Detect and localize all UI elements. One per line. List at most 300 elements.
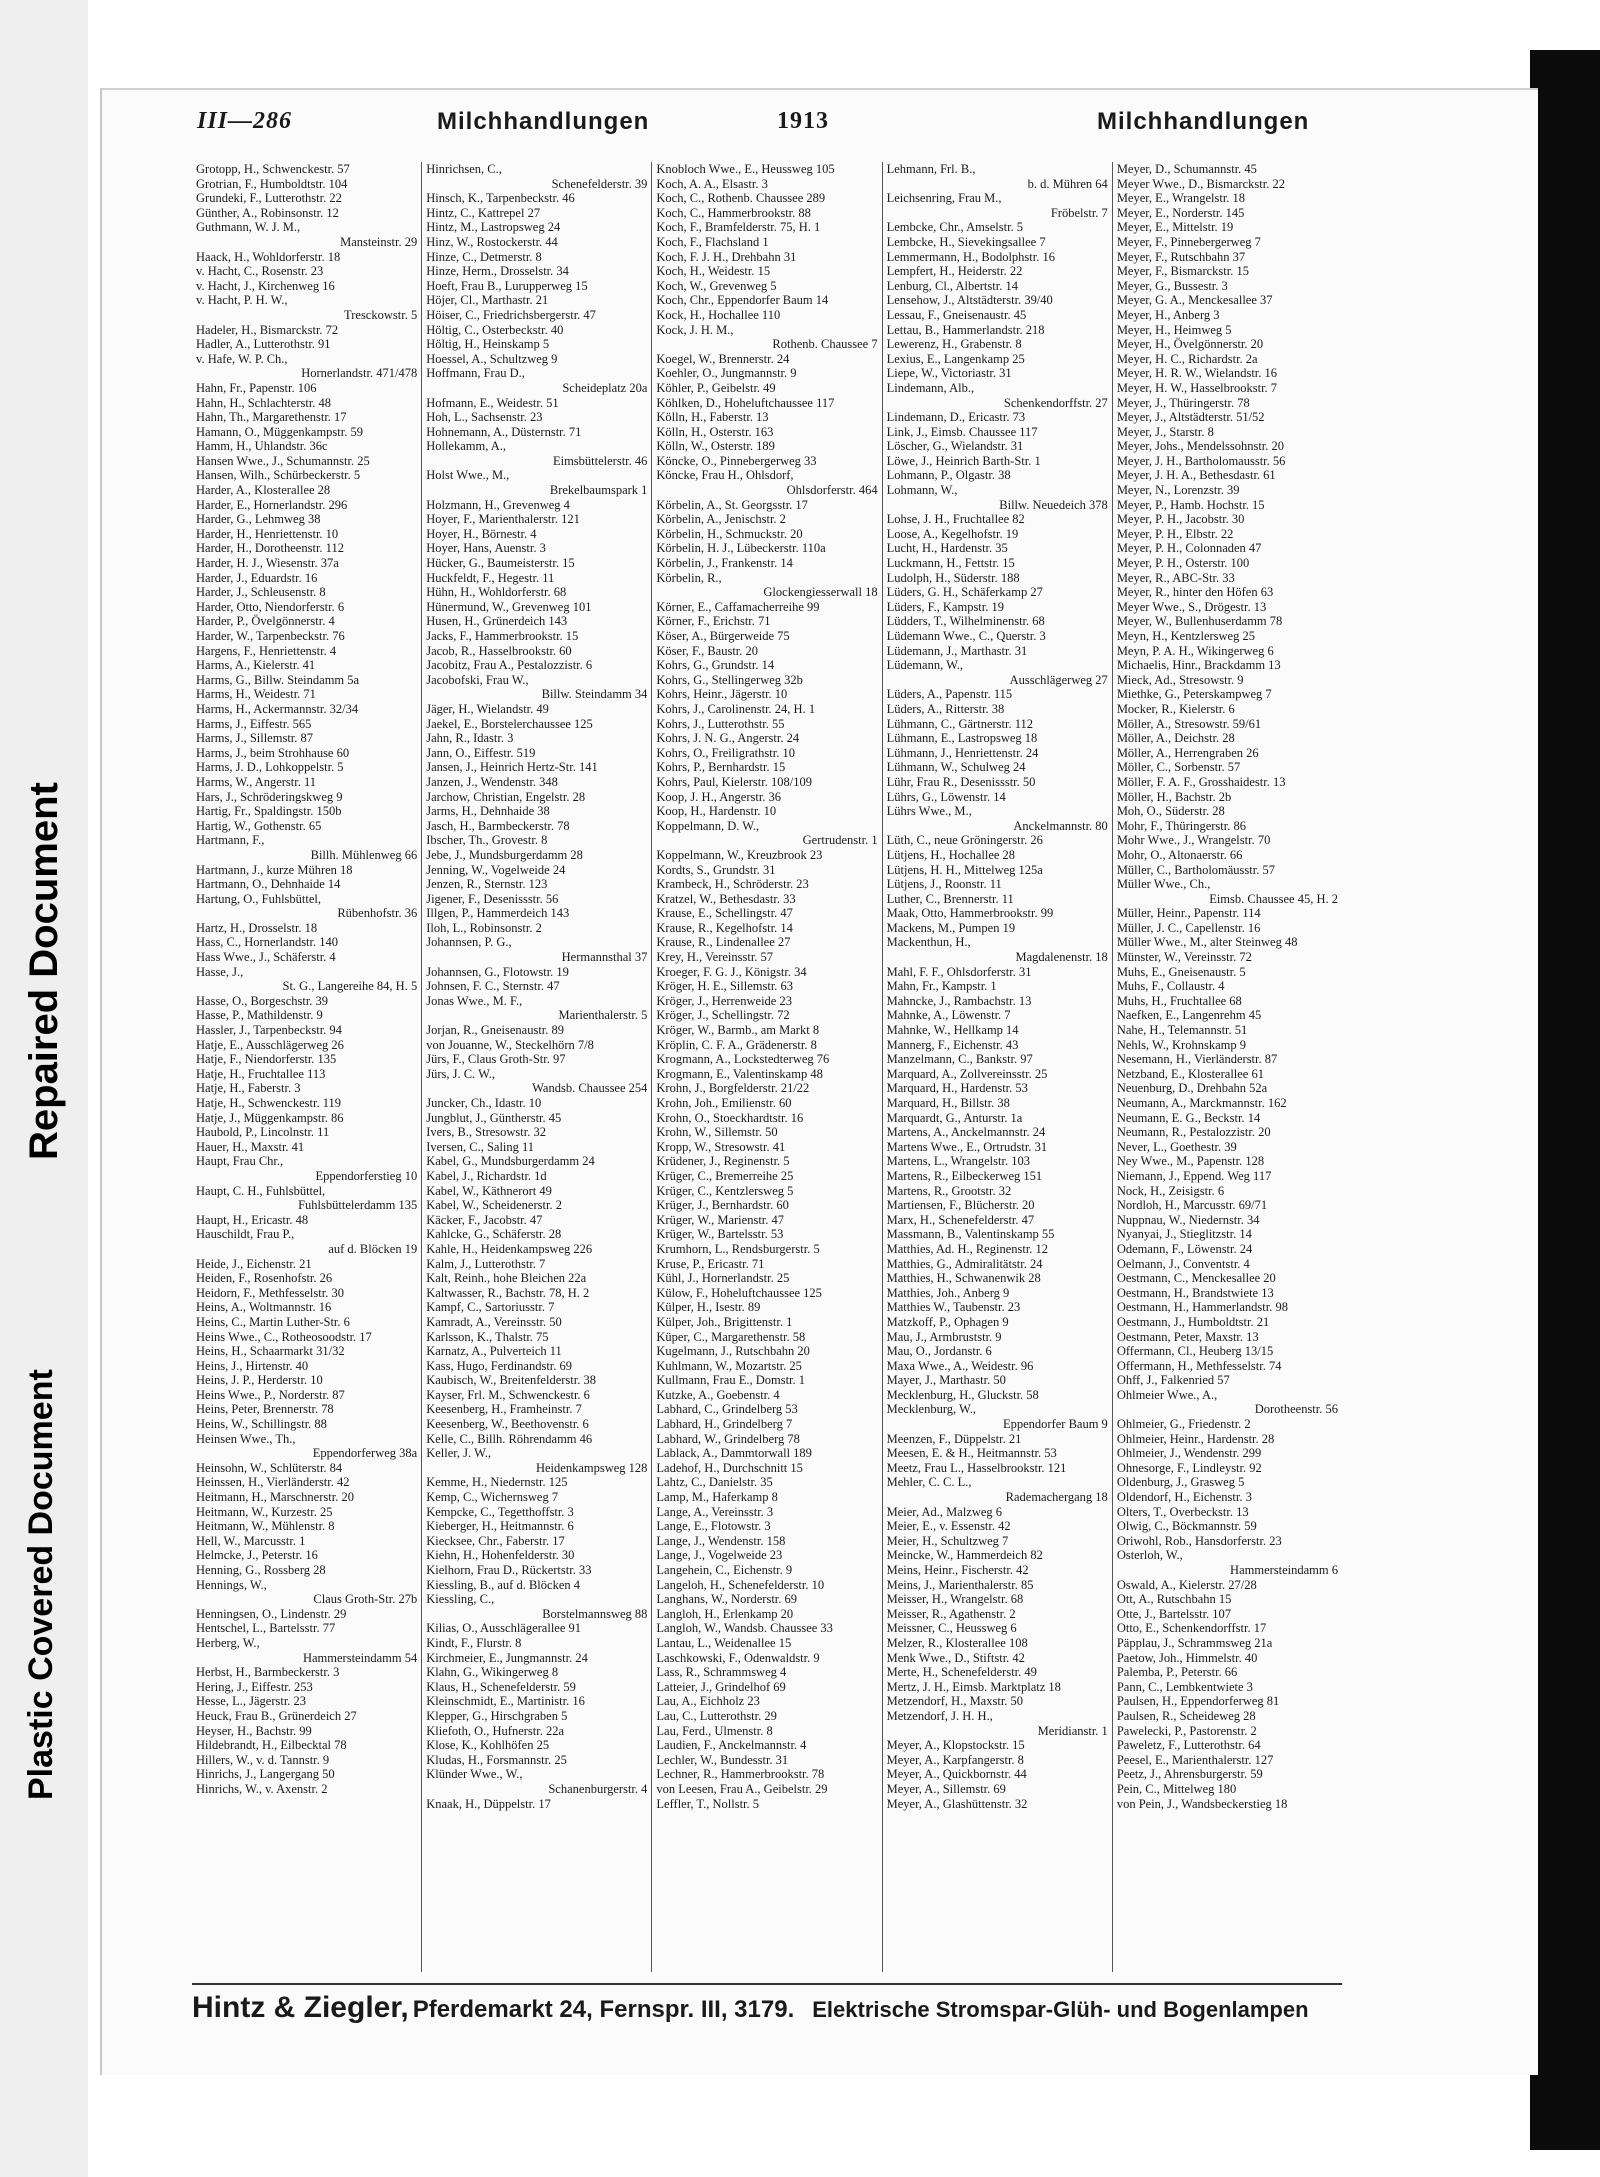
listing-entry: Oriwohl, Rob., Hansdorferstr. 23 — [1116, 1533, 1282, 1548]
listing-entry: Johannsen, P. G., — [426, 935, 512, 950]
listing-entry: Meyer, R., hinter den Höfen 63 — [1116, 585, 1274, 600]
listing-entry: Lange, A., Vereinsstr. 3 — [656, 1504, 774, 1519]
listing-entry: Lexius, E., Langenkamp 25 — [886, 351, 1025, 366]
listing-entry: Hansen Wwe., J., Schumannstr. 25 — [196, 453, 370, 468]
listing-entry: Koppelmann, W., Kreuzbrook 23 — [656, 847, 823, 862]
listing-entry: Nesemann, H., Vierländerstr. 87 — [1116, 1052, 1278, 1067]
listing-entry: Kutzke, A., Goebenstr. 4 — [656, 1387, 780, 1402]
listing-entry: Eimsbüttelerstr. 46 — [552, 453, 648, 468]
listing-entry: Heins, Peter, Brennerstr. 78 — [196, 1402, 334, 1417]
listing-entry: Kröger, J., Schellingstr. 72 — [656, 1008, 790, 1023]
listing-entry: Juncker, Ch., Idastr. 10 — [426, 1096, 542, 1110]
listing-entry: Matthies W., Taubenstr. 23 — [886, 1300, 1021, 1315]
listing-entry: Meetz, Frau L., Hasselbrookstr. 121 — [886, 1460, 1067, 1475]
listing-entry: Ohlmeier, J., Wendenstr. 299 — [1116, 1446, 1262, 1461]
listing-entry: Hadeler, H., Bismarckstr. 72 — [196, 322, 339, 337]
listing-entry: Meyer, F., Bismarckstr. 15 — [1116, 264, 1249, 279]
listing-entry: Kabel, W., Scheidenerstr. 2 — [426, 1198, 562, 1213]
listing-entry: Billh. Mühlenweg 66 — [310, 847, 418, 862]
listing-entry: Meyer, Johs., Mendelssohnstr. 20 — [1116, 439, 1285, 454]
listing-entry: Lühmann, E., Lastropsweg 18 — [886, 731, 1038, 746]
listing-entry: Mohr Wwe., J., Wrangelstr. 70 — [1116, 833, 1271, 848]
listing-entry: Hasse, O., Borgeschstr. 39 — [196, 993, 329, 1008]
listing-entry: Koop, H., Hardenstr. 10 — [656, 804, 777, 819]
listing-entry: Hoh, L., Sachsenstr. 23 — [426, 410, 543, 425]
listing-entry: Palemba, P., Peterstr. 66 — [1116, 1665, 1238, 1680]
listing-entry: Meyer Wwe., D., Bismarckstr. 22 — [1116, 176, 1285, 191]
listing-entry: Knaak, H., Düppelstr. 17 — [426, 1796, 551, 1811]
listing-entry: Jürs, F., Claus Groth-Str. 97 — [426, 1052, 566, 1067]
listing-entry: Meyer, F., Rutschbahn 37 — [1116, 249, 1246, 264]
listing-entry: Lantau, L., Weidenallee 15 — [656, 1635, 792, 1650]
listing-entry: Paulsen, R., Scheideweg 28 — [1116, 1708, 1256, 1723]
listing-entry: Heuck, Frau B., Grünerdeich 27 — [196, 1708, 357, 1723]
listing-entry: Krohn, O., Stoeckhardtstr. 16 — [656, 1110, 804, 1125]
listing-entry: Paweletz, F., Lutterothstr. 64 — [1116, 1738, 1261, 1753]
listing-entry: Kröger, J., Herrenweide 23 — [656, 993, 792, 1008]
listing-entry: Kaltwasser, R., Bachstr. 78, H. 2 — [426, 1285, 590, 1300]
listing-entry: Hoyer, Hans, Auenstr. 3 — [426, 541, 546, 556]
listing-entry: Hoyer, F., Marienthalerstr. 121 — [426, 512, 580, 527]
listing-entry: Schenkendorffstr. 27 — [1003, 395, 1108, 410]
listing-entry: Koegel, W., Brennerstr. 24 — [656, 351, 790, 366]
listing-entry: Köncke, O., Pinnebergerweg 33 — [656, 453, 817, 468]
listing-entry: Hinrichs, W., v. Axenstr. 2 — [196, 1781, 328, 1796]
listing-entry: Hassler, J., Tarpenbeckstr. 94 — [196, 1023, 342, 1038]
listing-entry: Kölln, H., Osterstr. 163 — [656, 424, 774, 439]
listing-entry: Meincke, W., Hammerdeich 82 — [886, 1548, 1043, 1563]
listing-entry: Mackenthun, H., — [886, 935, 971, 950]
listing-entry: Meyer, E., Wrangelstr. 18 — [1116, 191, 1246, 206]
listing-entry: Koch, H., Weidestr. 15 — [656, 264, 771, 279]
listing-entry: Hatje, H., Schwenckestr. 119 — [196, 1096, 341, 1110]
listing-entry: Günther, A., Robinsonstr. 12 — [196, 205, 339, 220]
listing-entry: Harder, H., Henriettenstr. 10 — [196, 526, 339, 541]
listing-entry: Lechler, W., Bundesstr. 31 — [656, 1752, 789, 1767]
column-1 — [192, 162, 421, 1972]
listing-entry: Hartmann, J., kurze Mühren 18 — [196, 862, 353, 877]
listing-entry: Hadler, A., Lutterothstr. 91 — [196, 337, 331, 352]
listing-entry: Jarms, H., Dehnhaide 38 — [426, 804, 550, 819]
listing-entry: Keller, J. W., — [426, 1446, 491, 1461]
listing-entry: Koch, C., Hammerbrookstr. 88 — [656, 205, 811, 220]
listing-entry: Oldendorf, H., Eichenstr. 3 — [1116, 1490, 1252, 1505]
listing-entry: Netzband, E., Klosterallee 61 — [1116, 1066, 1264, 1081]
listing-entry: Kullmann, Frau E., Domstr. 1 — [656, 1373, 806, 1388]
listing-entry: Kielhorn, Frau D., Rückertstr. 33 — [426, 1563, 592, 1577]
listing-entry: Koch, F., Flachsland 1 — [656, 234, 769, 249]
listing-entry: Lüdemann, W., — [886, 658, 963, 673]
listing-entry: Kröger, W., Barmb., am Markt 8 — [656, 1023, 820, 1038]
listing-entry: Lehmann, Frl. B., — [886, 162, 976, 176]
listing-entry: Lange, J., Vogelweide 23 — [656, 1548, 783, 1563]
listing-entry: Krüdener, J., Reginenstr. 5 — [656, 1154, 790, 1169]
listing-entry: Labhard, W., Grindelberg 78 — [656, 1431, 800, 1446]
listing-entry: Ohnesorge, F., Lindleystr. 92 — [1116, 1460, 1262, 1475]
listing-entry: Hillers, W., v. d. Tannstr. 9 — [196, 1752, 330, 1767]
listing-entry: Brekelbaumspark 1 — [549, 483, 648, 498]
year: 1913 — [777, 108, 829, 134]
listing-entry: Langhans, W., Norderstr. 69 — [656, 1592, 798, 1607]
listing-entry: Lempfert, H., Heiderstr. 22 — [886, 264, 1023, 279]
listing-entry: Harder, E., Hornerlandstr. 296 — [196, 497, 348, 512]
listing-entry: Labhard, C., Grindelberg 53 — [656, 1402, 798, 1417]
listing-entry: Kludas, H., Forsmannstr. 25 — [426, 1752, 567, 1767]
listing-entry: Koch, A. A., Elsastr. 3 — [656, 176, 768, 191]
listing-entry: Höjer, Cl., Marthastr. 21 — [426, 293, 549, 308]
listing-entry: Ohlmeier Wwe., A., — [1116, 1387, 1218, 1402]
listing-entry: Eppendorferstieg 10 — [315, 1168, 418, 1183]
listing-entry: Leffler, T., Nollstr. 5 — [656, 1796, 760, 1811]
listing-entry: Ludolph, H., Süderstr. 188 — [886, 570, 1020, 585]
listing-entry: Knobloch Wwe., E., Heussweg 105 — [656, 162, 835, 176]
listing-entry: Mansteinstr. 29 — [340, 234, 418, 249]
listing-entry: Körbelin, H. J., Lübeckerstr. 110a — [656, 541, 826, 556]
listing-entry: Wandsb. Chaussee 254 — [532, 1081, 648, 1096]
listing-entry: Kröplin, C. F. A., Grädenerstr. 8 — [656, 1037, 817, 1052]
listing-entry: Lahtz, C., Danielstr. 35 — [656, 1475, 773, 1490]
listing-entry: Marx, H., Schenefelderstr. 47 — [886, 1212, 1035, 1227]
listing-entry: Lau, Ferd., Ulmenstr. 8 — [656, 1723, 773, 1738]
listing-entry: Meyer, P. H., Jacobstr. 30 — [1116, 512, 1245, 527]
listing-entry: Grundeki, F., Lutterothstr. 22 — [196, 191, 342, 206]
listing-entry: Rübenhofstr. 36 — [337, 906, 418, 921]
listing-entry: Maak, Otto, Hammerbrookstr. 99 — [886, 906, 1054, 921]
listing-entry: Möller, F. A. F., Grosshaidestr. 13 — [1116, 774, 1286, 789]
listing-entry: Hinsch, K., Tarpenbeckstr. 46 — [426, 191, 575, 206]
listing-entry: Jansen, J., Heinrich Hertz-Str. 141 — [426, 760, 598, 775]
listing-entry: Jäger, H., Wielandstr. 49 — [426, 701, 549, 716]
listing-entry: Laschkowski, F., Odenwaldstr. 9 — [656, 1650, 820, 1665]
listing-entry: Hornerlandstr. 471/478 — [301, 366, 418, 381]
listing-entry: Meier, H., Schultzweg 7 — [886, 1533, 1009, 1548]
listing-entry: Kohrs, J. N. G., Angerstr. 24 — [656, 731, 800, 746]
listing-entry: Billw. Neuedeich 378 — [999, 497, 1108, 512]
listing-entry: Fröbelstr. 7 — [1050, 205, 1108, 220]
listing-entry: Hentschel, L., Bartelsstr. 77 — [196, 1621, 336, 1636]
right-dark-edge — [1530, 50, 1600, 2150]
listing-entry: Kiessling, C., — [426, 1592, 495, 1607]
listing-entry: Koch, Chr., Eppendorfer Baum 14 — [656, 293, 829, 308]
listing-entry: Loose, A., Kegelhofstr. 19 — [886, 526, 1019, 541]
listing-entry: Luther, C., Brennerstr. 11 — [886, 891, 1014, 906]
listing-entry: Möller, A., Herrengraben 26 — [1116, 745, 1259, 760]
listing-entry: Matzkoff, P., Ophagen 9 — [886, 1314, 1009, 1329]
listing-entry: b. d. Mühren 64 — [1027, 176, 1108, 191]
listing-entry: Hatje, J., Müggenkampstr. 86 — [196, 1110, 344, 1125]
listing-entry: Lohmann, P., Olgastr. 38 — [886, 468, 1011, 483]
listing-entry: Meyer, G., Bussestr. 3 — [1116, 278, 1228, 293]
listing-entry: Haack, H., Wohldorferstr. 18 — [196, 249, 341, 264]
listing-entry: Paulsen, H., Eppendorferweg 81 — [1116, 1694, 1280, 1709]
listing-entry: Hatje, E., Ausschlägerweg 26 — [196, 1037, 344, 1052]
listing-entry: Labhard, H., Grindelberg 7 — [656, 1417, 793, 1432]
listing-entry: Anckelmannstr. 80 — [1013, 818, 1108, 833]
listing-entry: Meyer, A., Quickbornstr. 44 — [886, 1767, 1027, 1782]
listing-entry: Lablack, A., Dammtorwall 189 — [656, 1446, 812, 1461]
listing-entry: Lucht, H., Hardenstr. 35 — [886, 541, 1008, 556]
listing-entry: Keesenberg, W., Beethovenstr. 6 — [426, 1417, 589, 1432]
listing-entry: Lindemann, D., Ericastr. 73 — [886, 410, 1026, 425]
listing-entry: Kaubisch, W., Breitenfelderstr. 38 — [426, 1373, 596, 1388]
listing-entry: Meyer, H., Heimweg 5 — [1116, 322, 1232, 337]
listing-entry: Klünder Wwe., W., — [426, 1767, 523, 1782]
listing-entry: Meyer, A., Glashüttenstr. 32 — [886, 1796, 1028, 1811]
listing-entry: Heitmann, H., Marschnerstr. 20 — [196, 1490, 354, 1505]
listing-entry: Höiser, C., Friedrichsbergerstr. 47 — [426, 307, 596, 322]
listing-entry: Höltig, H., Heinskamp 5 — [426, 337, 550, 352]
listing-entry: Hennings, W., — [196, 1577, 267, 1592]
listing-entry: Körner, E., Caffamacherreihe 99 — [656, 599, 820, 614]
listing-entry: Lembcke, H., Sievekingsallee 7 — [886, 234, 1046, 249]
listing-entry: Hass Wwe., J., Schäferstr. 4 — [196, 950, 336, 965]
plastic-covered-document-label: Plastic Covered Document — [22, 1369, 60, 1800]
listing-entry: Kabel, G., Mundsburgerdamm 24 — [426, 1154, 595, 1169]
listing-entry: Ohlmeier, Heinr., Hardenstr. 28 — [1116, 1431, 1275, 1446]
listing-entry: Meenzen, F., Düppelstr. 21 — [886, 1431, 1022, 1446]
listing-entry: Meyer, J. H., Bartholomausstr. 56 — [1116, 453, 1286, 468]
listing-entry: Oswald, A., Kielerstr. 27/28 — [1116, 1577, 1257, 1592]
listing-entry: Haupt, Frau Chr., — [196, 1154, 284, 1169]
listing-entry: Hintz, C., Kattrepel 27 — [426, 205, 541, 220]
listing-entry: Krohn, W., Sillemstr. 50 — [656, 1125, 778, 1140]
listing-entry: Holzmann, H., Grevenweg 4 — [426, 497, 570, 512]
listing-entry: v. Hacht, J., Kirchenweg 16 — [196, 278, 335, 293]
listing-entry: Rademachergang 18 — [1005, 1490, 1108, 1505]
listing-entry: Miethke, G., Peterskampweg 7 — [1116, 687, 1272, 702]
listing-entry: Harder, P., Övelgönnerstr. 4 — [196, 614, 335, 629]
listing-entry: Heins, J., Hirtenstr. 40 — [196, 1358, 309, 1373]
listing-entry: Krüger, C., Kentzlersweg 5 — [656, 1183, 794, 1198]
listing-entry: Meyer Wwe., S., Drögestr. 13 — [1116, 599, 1267, 614]
listing-entry: Harms, J., Eiffestr. 565 — [196, 716, 312, 731]
listing-entry: Fuhlsbüttelerdamm 135 — [298, 1198, 418, 1213]
listing-entry: Helmcke, J., Peterstr. 16 — [196, 1548, 318, 1563]
listing-entry: Gertrudenstr. 1 — [802, 833, 878, 848]
listing-entry: Hahn, H., Schlachterstr. 48 — [196, 395, 332, 410]
listing-entry: Ausschlägerweg 27 — [1009, 672, 1108, 687]
listing-entry: Martens Wwe., E., Ortrudstr. 31 — [886, 1139, 1048, 1154]
listing-entry: Kohrs, J., Carolinenstr. 24, H. 1 — [656, 701, 816, 716]
listing-entry: Meissner, C., Heussweg 6 — [886, 1621, 1017, 1636]
listing-columns — [192, 162, 1342, 1972]
listing-entry: Hamann, O., Müggenkampstr. 59 — [196, 424, 363, 439]
listing-entry: Hohnemann, A., Düsternstr. 71 — [426, 424, 582, 439]
listing-entry: Martens, R., Eilbeckerweg 151 — [886, 1168, 1043, 1183]
listing-entry: Hartmann, F., — [196, 833, 265, 848]
listing-entry: Meyn, P. A. H., Wikingerweg 6 — [1116, 643, 1274, 658]
listing-entry: Mieck, Ad., Stresowstr. 9 — [1116, 672, 1244, 687]
listing-entry: Offermann, H., Methfesselstr. 74 — [1116, 1358, 1282, 1373]
listing-entry: Kalt, Reinh., hohe Bleichen 22a — [426, 1271, 587, 1286]
listing-entry: Pawelecki, P., Pastorenstr. 2 — [1116, 1723, 1257, 1738]
listing-entry: Külow, F., Hoheluftchaussee 125 — [656, 1285, 822, 1300]
listing-entry: Köncke, Frau H., Ohlsdorf, — [656, 468, 794, 483]
listing-entry: Nordloh, H., Marcusstr. 69/71 — [1116, 1198, 1268, 1213]
listing-entry: Lühmann, W., Schulweg 24 — [886, 760, 1026, 775]
listing-entry: Krüger, C., Bremerreihe 25 — [656, 1168, 794, 1183]
listing-entry: Lechner, R., Hammerbrookstr. 78 — [656, 1767, 825, 1782]
listing-entry: Lüders, A., Ritterstr. 38 — [886, 701, 1005, 716]
listing-entry: Krause, R., Kegelhofstr. 14 — [656, 920, 793, 935]
listing-entry: Lange, J., Wendenstr. 158 — [656, 1533, 786, 1548]
listing-entry: von Leesen, Frau A., Geibelstr. 29 — [656, 1781, 828, 1796]
listing-entry: Janzen, J., Wendenstr. 348 — [426, 774, 558, 789]
listing-entry: Lettau, B., Hammerlandstr. 218 — [886, 322, 1045, 337]
listing-entry: Hildebrandt, H., Eilbecktal 78 — [196, 1738, 347, 1753]
listing-entry: Jürs, J. C. W., — [426, 1066, 495, 1081]
listing-entry: Mau, O., Jordanstr. 6 — [886, 1344, 992, 1359]
listing-entry: Osterloh, W., — [1116, 1548, 1183, 1563]
listing-entry: Hermannsthal 37 — [561, 950, 648, 965]
listing-entry: Lütjens, J., Roonstr. 11 — [886, 877, 1002, 892]
listing-entry: Koch, F. J. H., Drehbahn 31 — [656, 249, 797, 264]
listing-entry: Meyer, N., Lorenzstr. 39 — [1116, 483, 1240, 498]
listing-entry: Meyer, G. A., Menckesallee 37 — [1116, 293, 1273, 308]
listing-entry: Hahn, Fr., Papenstr. 106 — [196, 380, 317, 395]
listing-entry: Harms, J., Sillemstr. 87 — [196, 731, 314, 746]
listing-entry: Hell, W., Marcusstr. 1 — [196, 1533, 306, 1548]
listing-entry: Hinrichs, J., Langergang 50 — [196, 1767, 335, 1782]
listing-entry: Meier, E., v. Essenstr. 42 — [886, 1519, 1011, 1534]
listing-entry: Mohr, O., Altonaerstr. 66 — [1116, 847, 1243, 862]
column-5 — [1112, 162, 1342, 1972]
listing-entry: Hasse, J., — [196, 964, 244, 979]
footer-firm-name: Hintz & Ziegler, — [192, 1991, 409, 2024]
listing-entry: Mayer, J., Marthastr. 50 — [886, 1373, 1006, 1388]
listing-entry: Mohr, F., Thüringerstr. 86 — [1116, 818, 1246, 833]
listing-entry: Körbelin, R., — [656, 570, 722, 585]
listing-entry: Latteier, J., Grindelhof 69 — [656, 1679, 786, 1694]
listing-entry: Luckmann, H., Fettstr. 15 — [886, 556, 1015, 571]
listing-entry: Neumann, E. G., Beckstr. 14 — [1116, 1110, 1261, 1125]
listing-entry: Jahn, R., Idastr. 3 — [426, 731, 514, 746]
listing-entry: Never, L., Goethestr. 39 — [1116, 1139, 1237, 1154]
listing-entry: Henning, G., Rossberg 28 — [196, 1563, 326, 1577]
listing-entry: Oestmann, C., Menckesallee 20 — [1116, 1271, 1276, 1286]
listing-entry: Nuppnau, W., Niedernstr. 34 — [1116, 1212, 1260, 1227]
listing-entry: Ohff, J., Falkenried 57 — [1116, 1373, 1230, 1388]
listing-entry: Kock, J. H. M., — [656, 322, 734, 337]
listing-entry: Hauschildt, Frau P., — [196, 1227, 295, 1242]
listing-entry: Kayser, Frl. M., Schwenckestr. 6 — [426, 1387, 590, 1402]
listing-entry: Krause, E., Schellingstr. 47 — [656, 906, 793, 921]
listing-entry: Kohrs, Paul, Kielerstr. 108/109 — [656, 774, 812, 789]
listing-entry: Krüger, W., Marienstr. 47 — [656, 1212, 785, 1227]
listing-entry: Langehein, C., Eichenstr. 9 — [656, 1563, 793, 1577]
listing-entry: Meyer, H. W., Hasselbrookstr. 7 — [1116, 380, 1278, 395]
listing-entry: Mahnke, A., Löwenstr. 7 — [886, 1008, 1011, 1023]
listing-entry: Hühn, H., Wohldorferstr. 68 — [426, 585, 567, 600]
listing-entry: Pann, C., Lembkentwiete 3 — [1116, 1679, 1253, 1694]
listing-entry: Heitmann, W., Kurzestr. 25 — [196, 1504, 333, 1519]
listing-entry: Haubold, P., Lincolnstr. 11 — [196, 1125, 330, 1140]
listing-entry: Liepe, W., Victoriastr. 31 — [886, 366, 1012, 381]
listing-entry: Kiessling, B., auf d. Blöcken 4 — [426, 1577, 581, 1592]
listing-entry: Scheideplatz 20a — [562, 380, 648, 395]
listing-entry: Lütjens, H. H., Mittelweg 125a — [886, 862, 1043, 877]
listing-entry: Johnsen, F. C., Sternstr. 47 — [426, 979, 560, 994]
listing-entry: Meyer, A., Klopstockstr. 15 — [886, 1738, 1025, 1753]
listing-entry: Johannsen, G., Flotowstr. 19 — [426, 964, 569, 979]
listing-entry: Krumhorn, L., Rendsburgerstr. 5 — [656, 1241, 820, 1256]
listing-entry: Meins, J., Marienthalerstr. 85 — [886, 1577, 1034, 1592]
listing-entry: Martens, A., Anckelmannstr. 24 — [886, 1125, 1046, 1140]
listing-entry: Peetz, J., Ahrensburgerstr. 59 — [1116, 1767, 1263, 1782]
listing-entry: Meyer, D., Schumannstr. 45 — [1116, 162, 1257, 176]
listing-entry: Jasch, H., Barmbeckerstr. 78 — [426, 818, 570, 833]
directory-page — [100, 88, 1538, 2075]
listing-entry: Oestmann, Peter, Maxstr. 13 — [1116, 1329, 1259, 1344]
listing-entry: Koop, J. H., Angerstr. 36 — [656, 789, 782, 804]
listing-entry: Odemann, F., Löwenstr. 24 — [1116, 1241, 1253, 1256]
listing-entry: Hesse, L., Jägerstr. 23 — [196, 1694, 307, 1709]
listing-entry: Harder, A., Klosterallee 28 — [196, 483, 331, 498]
listing-entry: Külper, H., Isestr. 89 — [656, 1300, 761, 1315]
listing-entry: Hargens, F., Henriettenstr. 4 — [196, 643, 337, 658]
listing-entry: Hasse, P., Mathildenstr. 9 — [196, 1008, 323, 1023]
listing-entry: Matthies, G., Admiralitätstr. 24 — [886, 1256, 1043, 1271]
listing-entry: Maxa Wwe., A., Weidestr. 96 — [886, 1358, 1034, 1373]
listing-entry: Meyer, E., Norderstr. 145 — [1116, 205, 1245, 220]
listing-entry: Lüdemann, J., Marthastr. 31 — [886, 643, 1028, 658]
listing-entry: Heide, J., Eichenstr. 21 — [196, 1256, 312, 1271]
listing-entry: Manzelmann, C., Bankstr. 97 — [886, 1052, 1033, 1067]
listing-entry: Laudien, F., Anckelmannstr. 4 — [656, 1738, 807, 1753]
listing-entry: Harms, H., Ackermannstr. 32/34 — [196, 701, 359, 716]
listing-entry: Kratzel, W., Bethesdastr. 33 — [656, 891, 796, 906]
listing-entry: Ohlmeier, G., Friedenstr. 2 — [1116, 1417, 1251, 1432]
listing-entry: Hücker, G., Baumeisterstr. 15 — [426, 556, 575, 571]
listing-entry: Ladehof, H., Durchschnitt 15 — [656, 1460, 803, 1475]
listing-entry: Meier, Ad., Malzweg 6 — [886, 1504, 1003, 1519]
listing-entry: Hammersteindamm 6 — [1230, 1563, 1339, 1577]
listing-entry: Heins, J. P., Herderstr. 10 — [196, 1373, 323, 1388]
listing-entry: Lembcke, Chr., Amselstr. 5 — [886, 220, 1024, 235]
listing-entry: Harms, A., Kielerstr. 41 — [196, 658, 316, 673]
listing-entry: Müller, C., Bartholomäusstr. 57 — [1116, 862, 1275, 877]
listing-entry: Lau, C., Lutterothstr. 29 — [656, 1708, 777, 1723]
listing-entry: Krüger, W., Bartelsstr. 53 — [656, 1227, 784, 1242]
listing-entry: Meyer, F., Pinnebergerweg 7 — [1116, 234, 1261, 249]
listing-entry: Harms, W., Angerstr. 11 — [196, 774, 317, 789]
listing-entry: Harder, G., Lehmweg 38 — [196, 512, 321, 527]
listing-entry: Henningsen, O., Lindenstr. 29 — [196, 1606, 347, 1621]
listing-entry: Heidorn, F., Methfesselstr. 30 — [196, 1285, 344, 1300]
listing-entry: Grotopp, H., Schwenckestr. 57 — [196, 162, 350, 176]
listing-entry: Krohn, Joh., Emilienstr. 60 — [656, 1096, 792, 1110]
listing-entry: Meyer, P. H., Elbstr. 22 — [1116, 526, 1234, 541]
listing-entry: Kühl, J., Hornerlandstr. 25 — [656, 1271, 790, 1286]
listing-entry: Oestmann, H., Brandstwiete 13 — [1116, 1285, 1274, 1300]
listing-entry: Merte, H., Schenefelderstr. 49 — [886, 1665, 1037, 1680]
listing-entry: Kliefoth, O., Hufnerstr. 22a — [426, 1723, 565, 1738]
listing-entry: Hünermund, W., Grevenweg 101 — [426, 599, 592, 614]
listing-entry: Körbelin, A., St. Georgsstr. 17 — [656, 497, 808, 512]
listing-entry: Kröger, H. E., Sillemstr. 63 — [656, 979, 794, 994]
listing-entry: Mau, J., Armbruststr. 9 — [886, 1329, 1002, 1344]
listing-entry: Kohrs, O., Freiligrathstr. 10 — [656, 745, 795, 760]
advertisement-footer — [192, 1983, 1342, 2041]
listing-entry: Meyer, J., Altstädterstr. 51/52 — [1116, 410, 1265, 425]
listing-entry: v. Hafe, W. P. Ch., — [196, 351, 288, 366]
listing-entry: Hofmann, E., Weidestr. 51 — [426, 395, 559, 410]
listing-entry: Lessau, F., Gneisenaustr. 45 — [886, 307, 1027, 322]
listing-entry: Hatje, H., Faberstr. 3 — [196, 1081, 301, 1096]
listing-entry: Langeloh, H., Schenefelderstr. 10 — [656, 1577, 825, 1592]
listing-entry: Käcker, F., Jacobstr. 47 — [426, 1212, 543, 1227]
listing-entry: Nahe, H., Telemannstr. 51 — [1116, 1023, 1248, 1038]
